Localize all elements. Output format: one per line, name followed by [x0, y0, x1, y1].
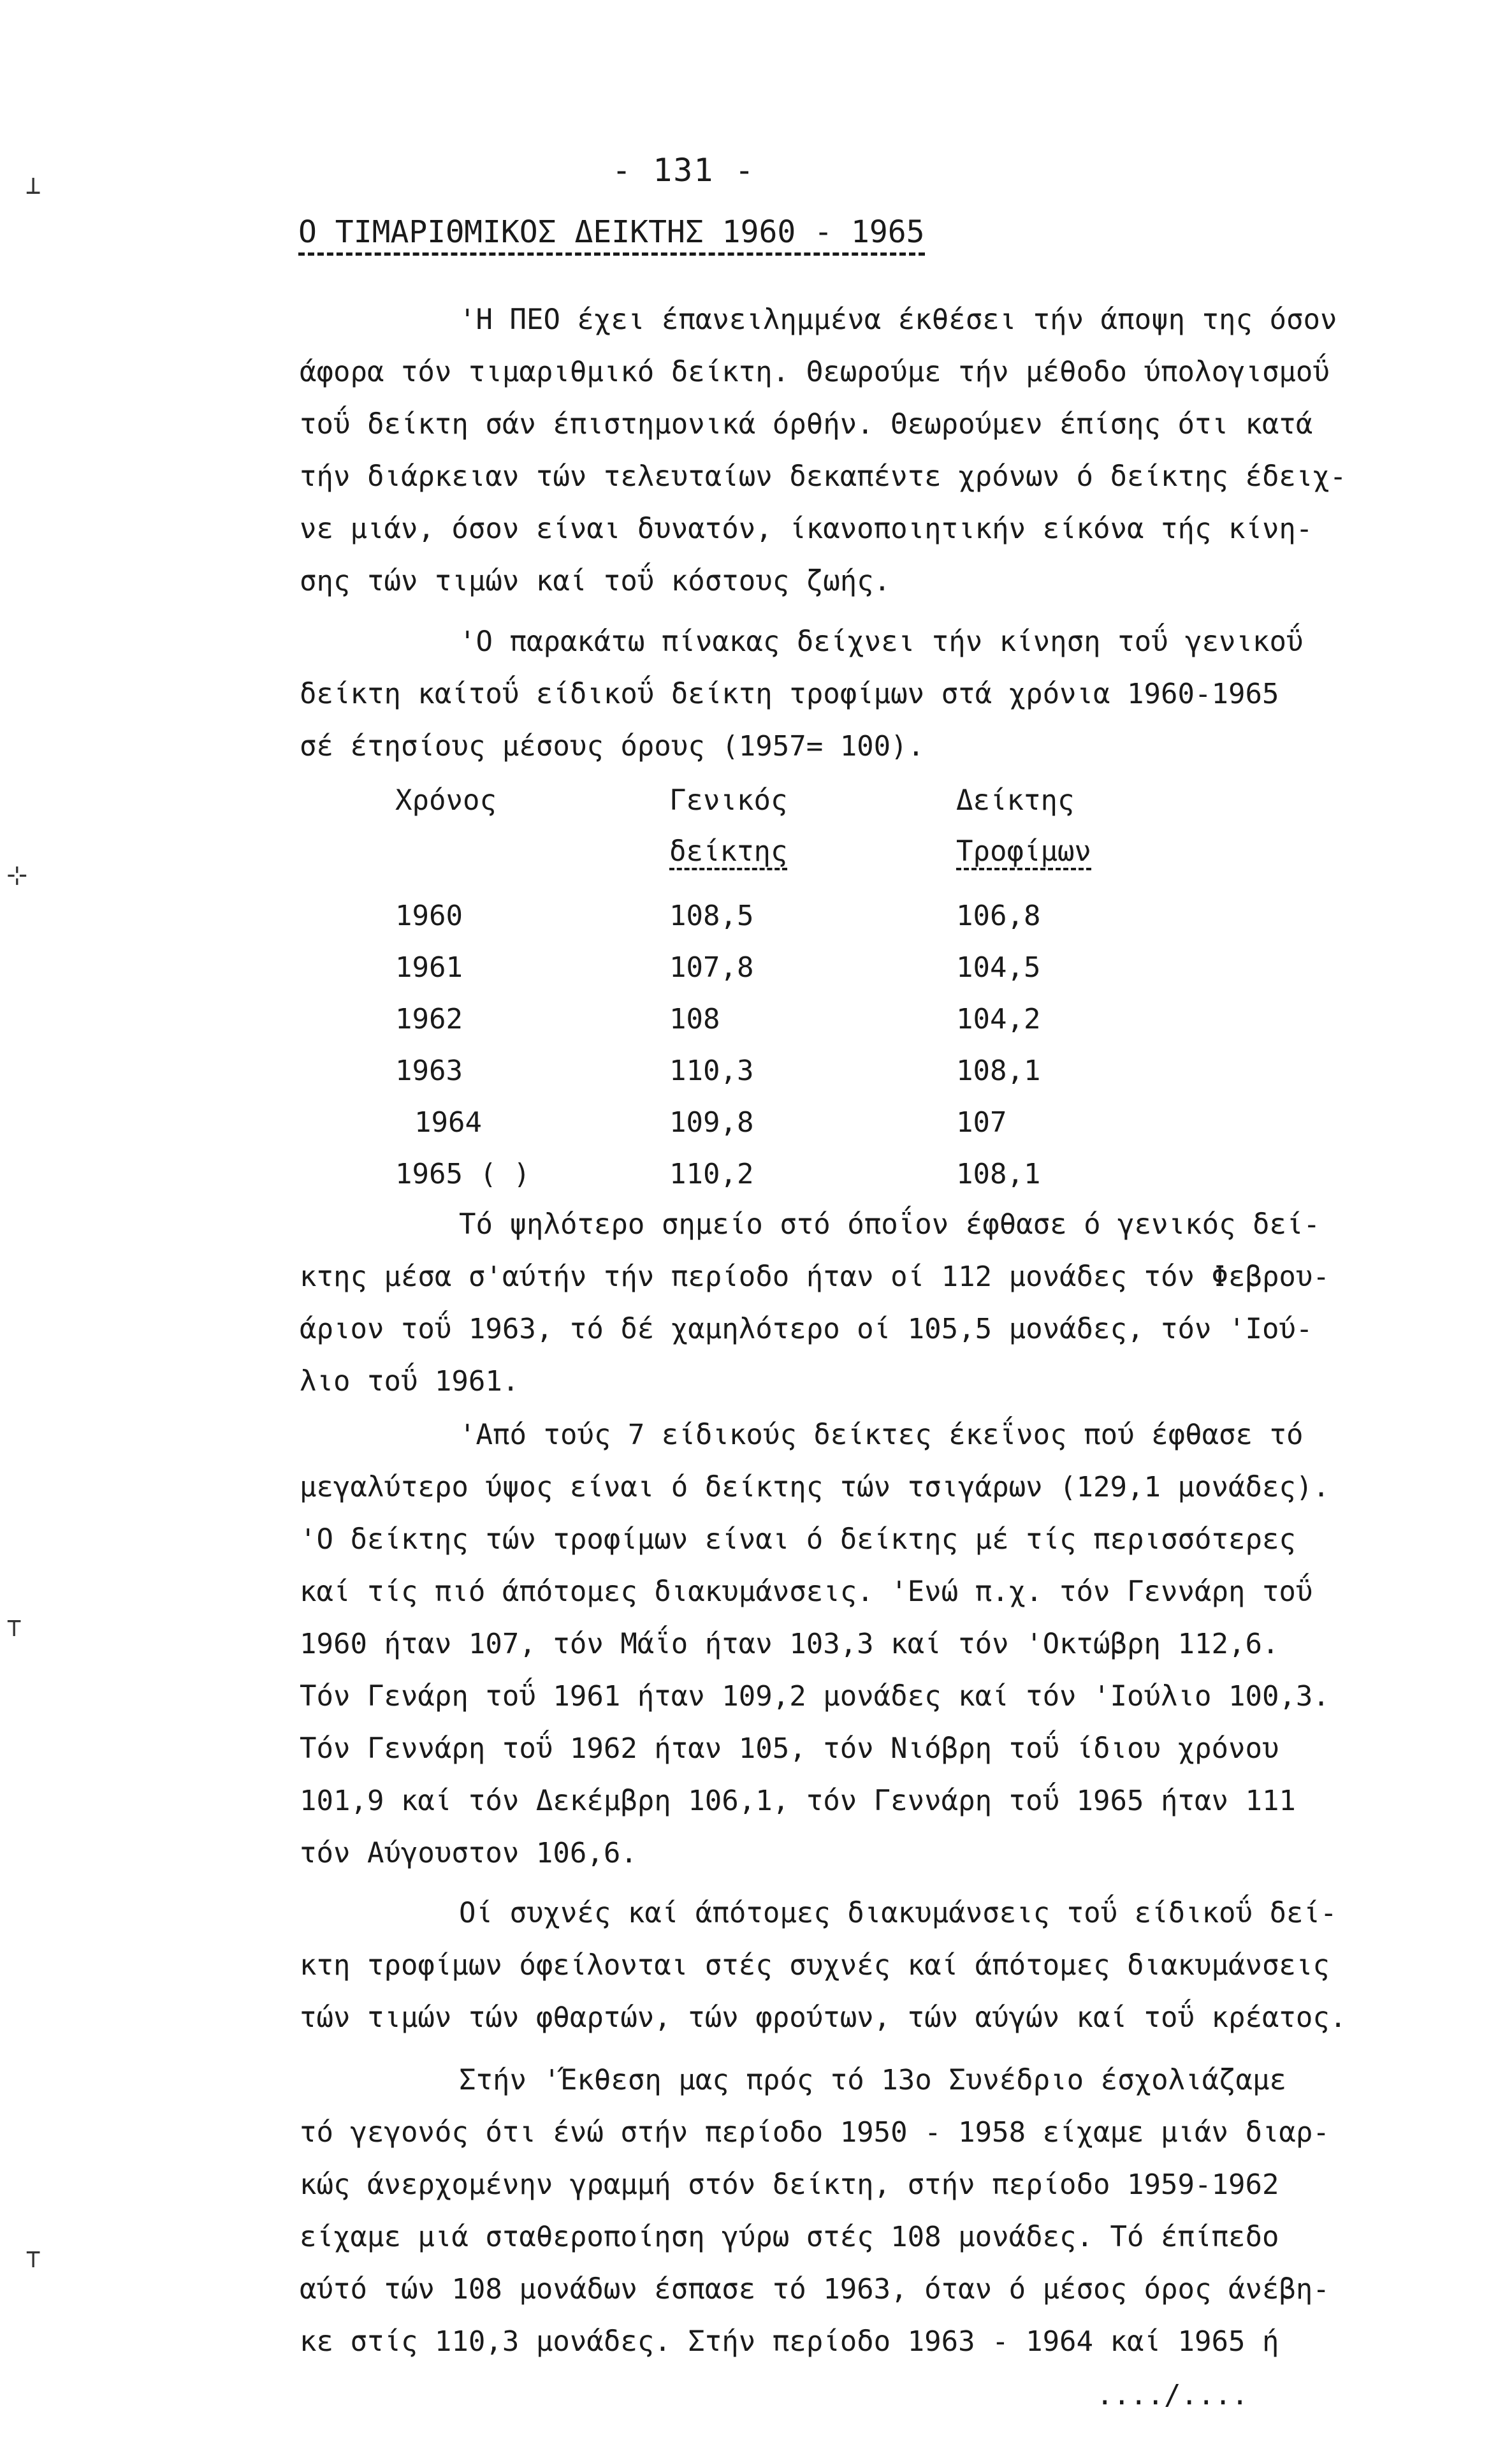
text-line: τό γεγονός ότι ένώ στήν περίοδο 1950 - 1958 είχαμε μιάν διαρ- — [300, 2116, 1330, 2149]
header-general-index — [669, 775, 956, 890]
text-line: τοΰ δείκτη σάν έπιστημονικά όρθήν. Θεωρούμεν έπίσης ότι κατά — [300, 408, 1313, 441]
cell-year: 1962 — [395, 1003, 463, 1035]
table-row — [395, 942, 1147, 993]
table-header-row — [395, 775, 1147, 890]
text-line: καί τίς πιό άπότομες διακυμάνσεις. 'Ενώ π.χ. τόν Γεννάρη τοΰ — [300, 1575, 1313, 1608]
text-line: 'Από τούς 7 είδικούς δείκτες έκεΐνος πού έφθασε τό — [459, 1419, 1304, 1451]
text-line: 'Ο δείκτης τών τροφίμων είναι ό δείκτης μέ τίς περισσότερες — [300, 1523, 1296, 1556]
text-line: κώς άνερχομένην γραμμή στόν δείκτη, στήν περίοδο 1959-1962 — [300, 2168, 1279, 2201]
text-line: τόν Αύγουστον 106,6. — [300, 1837, 637, 1869]
text-line: 'Ο παρακάτω πίνακας δείχνει τήν κίνηση τοΰ γενικοΰ — [459, 625, 1304, 658]
continuation-mark — [1096, 2369, 1377, 2422]
text-line: Οί συχνές καί άπότομες διακυμάνσεις τοΰ είδικοΰ δεί- — [459, 1897, 1337, 1929]
header-year: Χρόνος — [395, 784, 497, 817]
text-line: Τό ψηλότερο σημείο στό όποΐον έφθασε ό γενικός δεί- — [459, 1208, 1321, 1241]
margin-mark: ⊥ — [25, 171, 41, 200]
cell-year: 1963 — [395, 1055, 463, 1087]
cell-general: 109,8 — [669, 1106, 754, 1139]
cell-general: 108 — [669, 1003, 720, 1035]
text-line: κε στίς 110,3 μονάδες. Στήν περίοδο 1963 - 1964 καί 1965 ή — [300, 2325, 1279, 2358]
cell-general: 110,2 — [669, 1158, 754, 1190]
text-line: Στήν 'Έκθεση μας πρός τό 13ο Συνέδριο έσχολιάζαμε — [459, 2064, 1287, 2096]
text-line: μεγαλύτερο ύψος είναι ό δείκτης τών τσιγάρων (129,1 μονάδες). — [300, 1471, 1330, 1503]
text-line: νε μιάν, όσον είναι δυνατόν, ίκανοποιητικήν είκόνα τής κίνη- — [300, 513, 1313, 545]
margin-mark: ⊹ — [6, 861, 28, 890]
text-line: Τόν Γεννάρη τοΰ 1962 ήταν 105, τόν Νιόβρη τοΰ ίδιου χρόνου — [300, 1732, 1279, 1765]
body-paragraph-2 — [300, 1409, 1396, 1880]
table-row — [395, 993, 1147, 1045]
text-line: κτη τροφίμων όφείλονται στές συχνές καί άπότομες διακυμάνσεις — [300, 1949, 1330, 1982]
text-line: Τόν Γενάρη τοΰ 1961 ήταν 109,2 μονάδες καί τόν 'Ιούλιο 100,3. — [300, 1680, 1330, 1713]
page-number: - 131 - — [612, 152, 755, 189]
cell-year: 1965 ( ) — [395, 1158, 530, 1190]
header-general-line-2: δείκτης — [669, 835, 787, 870]
body-paragraph-3 — [300, 1887, 1396, 2044]
cell-general: 107,8 — [669, 951, 754, 984]
cell-food: 104,5 — [956, 951, 1041, 984]
cell-food: 107 — [956, 1106, 1007, 1139]
text-line: αύτό τών 108 μονάδων έσπασε τό 1963, όταν ό μέσος όρος άνέβη- — [300, 2273, 1330, 2306]
index-table — [395, 775, 1147, 1200]
text-line: τήν διάρκειαν τών τελευταίων δεκαπέντε χρόνων ό δείκτης έδειχ- — [300, 460, 1347, 493]
table-row — [395, 890, 1147, 942]
body-paragraph-1 — [300, 1199, 1396, 1408]
header-food-line-1: Δείκτης — [956, 784, 1075, 817]
cell-year: 1960 — [395, 900, 463, 932]
cell-general: 110,3 — [669, 1055, 754, 1087]
table-row — [395, 1097, 1147, 1148]
text-line: 1960 ήταν 107, τόν Μάΐο ήταν 103,3 καί τόν 'Οκτώβρη 112,6. — [300, 1628, 1279, 1660]
text-line: 101,9 καί τόν Δεκέμβρη 106,1, τόν Γεννάρη τοΰ 1965 ήταν 111 — [300, 1785, 1296, 1817]
text-line: άφορα τόν τιμαριθμικό δείκτη. Θεωρούμε τήν μέθοδο ύπολογισμοΰ — [300, 356, 1330, 388]
text-line: κτης μέσα σ'αύτήν τήν περίοδο ήταν οί 112 μονάδες τόν Φεβρου- — [300, 1261, 1330, 1293]
header-food-index — [956, 775, 1147, 890]
text-line: άριον τοΰ 1963, τό δέ χαμηλότερο οί 105,5 μονάδες, τόν 'Ιού- — [300, 1313, 1313, 1345]
table-row — [395, 1148, 1147, 1200]
intro-paragraph-1 — [300, 294, 1396, 608]
cell-food: 108,1 — [956, 1158, 1041, 1190]
page-title: Ο ΤΙΜΑΡΙΘΜΙΚΟΣ ΔΕΙΚΤΗΣ 1960 - 1965 — [298, 214, 925, 256]
header-food-line-2: Τροφίμων — [956, 835, 1091, 870]
intro-paragraph-2 — [300, 616, 1396, 773]
body-paragraph-4 — [300, 2054, 1396, 2368]
margin-mark: ⊤ — [6, 1613, 22, 1642]
text-line: είχαμε μιά σταθεροποίηση γύρω στές 108 μονάδες. Τό έπίπεδο — [300, 2221, 1279, 2253]
text-line: λιο τοΰ 1961. — [300, 1365, 520, 1398]
cell-food: 106,8 — [956, 900, 1041, 932]
cell-food: 104,2 — [956, 1003, 1041, 1035]
continuation-text: ..../.... — [1096, 2379, 1249, 2411]
text-line: σης τών τιμών καί τοΰ κόστους ζωής. — [300, 565, 891, 597]
cell-general: 108,5 — [669, 900, 754, 932]
text-line: τών τιμών τών φθαρτών, τών φρούτων, τών αύγών καί τοΰ κρέατος. — [300, 2001, 1347, 2034]
text-line: σέ έτησίους μέσους όρους (1957= 100). — [300, 730, 925, 763]
text-line: 'Η ΠΕΟ έχει έπανειλημμένα έκθέσει τήν άποψη της όσον — [459, 303, 1337, 336]
text-line: δείκτη καίτοΰ είδικοΰ δείκτη τροφίμων στά χρόνια 1960-1965 — [300, 678, 1279, 710]
margin-mark: ⊤ — [25, 2244, 41, 2274]
table-row — [395, 1045, 1147, 1097]
cell-food: 108,1 — [956, 1055, 1041, 1087]
header-general-line-1: Γενικός — [669, 784, 788, 817]
cell-year: 1964 — [414, 1106, 482, 1139]
cell-year: 1961 — [395, 951, 463, 984]
